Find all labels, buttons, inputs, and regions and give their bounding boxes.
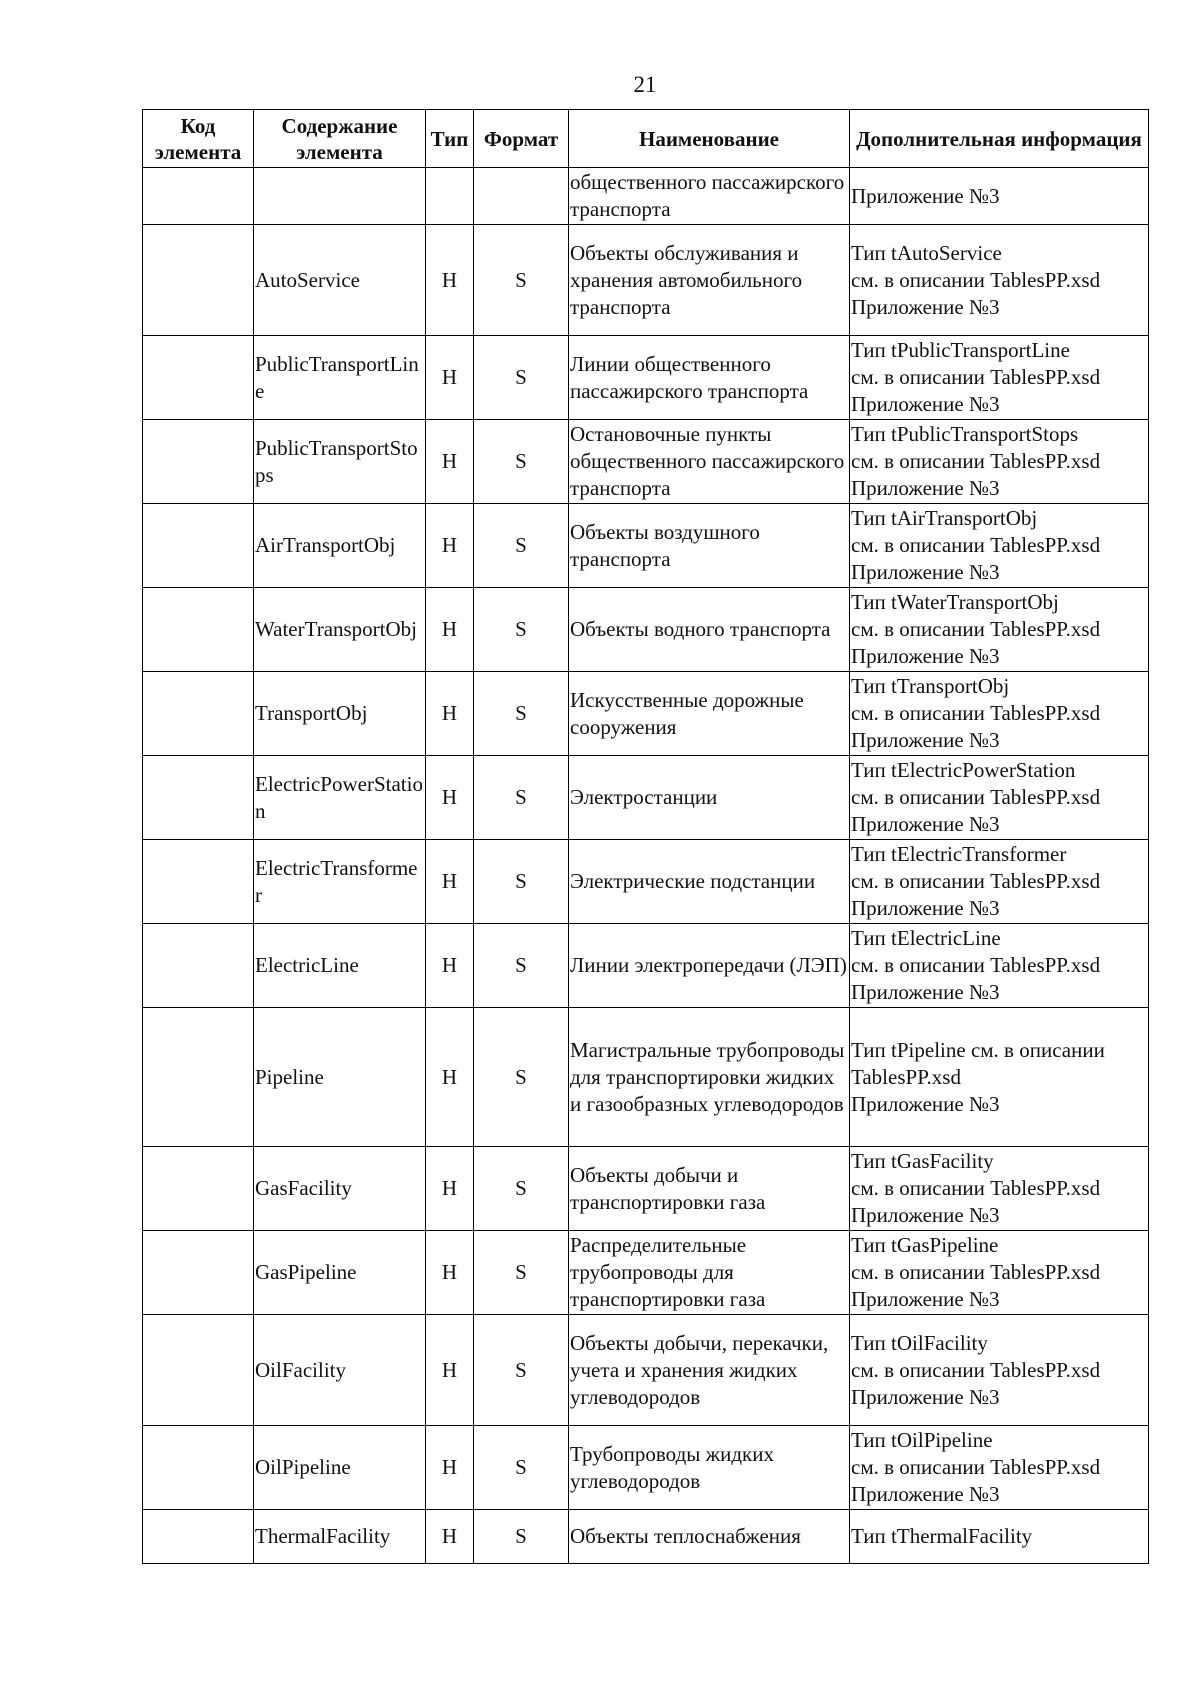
- header-type: Тип: [426, 110, 474, 168]
- element-format: S: [474, 420, 569, 504]
- element-name: Электрические подстанции: [569, 840, 850, 924]
- element-type: Н: [426, 336, 474, 420]
- table-header-row: [143, 110, 1149, 168]
- element-info: Тип tGasFacility см. в описании TablesPP.xsd Приложение №3: [850, 1147, 1149, 1231]
- element-code: [143, 1426, 254, 1510]
- element-content: ElectricPowerStation: [254, 756, 426, 840]
- element-format: S: [474, 1231, 569, 1315]
- element-content: ThermalFacility: [254, 1510, 426, 1564]
- element-name: Искусственные дорожные сооружения: [569, 672, 850, 756]
- table-row: [143, 225, 1149, 336]
- table-row: [143, 1426, 1149, 1510]
- element-type: Н: [426, 756, 474, 840]
- element-name: Линии электропередачи (ЛЭП): [569, 924, 850, 1008]
- element-info: Приложение №3: [850, 168, 1149, 225]
- element-format: S: [474, 1426, 569, 1510]
- element-content: AutoService: [254, 225, 426, 336]
- element-format: [474, 168, 569, 225]
- element-name: Объекты добычи, перекачки, учета и хранения жидких углеводородов: [569, 1315, 850, 1426]
- table-row: [143, 1008, 1149, 1147]
- table-row: [143, 924, 1149, 1008]
- element-content: Pipeline: [254, 1008, 426, 1147]
- element-content: OilPipeline: [254, 1426, 426, 1510]
- element-code: [143, 588, 254, 672]
- element-format: S: [474, 336, 569, 420]
- element-format: S: [474, 588, 569, 672]
- element-type: Н: [426, 420, 474, 504]
- element-content: TransportObj: [254, 672, 426, 756]
- element-type: [426, 168, 474, 225]
- element-name: Остановочные пункты общественного пассажирского транспорта: [569, 420, 850, 504]
- element-format: S: [474, 1147, 569, 1231]
- element-name: Объекты воздушного транспорта: [569, 504, 850, 588]
- element-format: S: [474, 924, 569, 1008]
- element-content: PublicTransportLine: [254, 336, 426, 420]
- element-type: Н: [426, 225, 474, 336]
- element-content: AirTransportObj: [254, 504, 426, 588]
- element-info: Тип tElectricTransformer см. в описании TablesPP.xsd Приложение №3: [850, 840, 1149, 924]
- element-format: S: [474, 1008, 569, 1147]
- element-code: [143, 1231, 254, 1315]
- table-row: [143, 168, 1149, 225]
- element-type: Н: [426, 504, 474, 588]
- table-row: [143, 420, 1149, 504]
- data-table: [142, 109, 1149, 1564]
- header-element: Содержание элемента: [254, 110, 426, 168]
- element-type: Н: [426, 1315, 474, 1426]
- element-name: Объекты водного транспорта: [569, 588, 850, 672]
- element-code: [143, 168, 254, 225]
- element-code: [143, 840, 254, 924]
- table-row: [143, 1315, 1149, 1426]
- element-name: общественного пассажирского транспорта: [569, 168, 850, 225]
- element-info: Тип tPublicTransportStops см. в описании TablesPP.xsd Приложение №3: [850, 420, 1149, 504]
- element-format: S: [474, 756, 569, 840]
- element-type: Н: [426, 1426, 474, 1510]
- element-name: Линии общественного пассажирского транспорта: [569, 336, 850, 420]
- element-type: Н: [426, 1231, 474, 1315]
- element-format: S: [474, 672, 569, 756]
- element-content: WaterTransportObj: [254, 588, 426, 672]
- element-name: Распределительные трубопроводы для транспортировки газа: [569, 1231, 850, 1315]
- element-format: S: [474, 1510, 569, 1564]
- element-code: [143, 1008, 254, 1147]
- header-name: Наименование: [569, 110, 850, 168]
- element-type: Н: [426, 840, 474, 924]
- page-number: 21: [633, 72, 657, 97]
- element-info: Тип tOilPipeline см. в описании TablesPP.xsd Приложение №3: [850, 1426, 1149, 1510]
- element-info: Тип tAirTransportObj см. в описании TablesPP.xsd Приложение №3: [850, 504, 1149, 588]
- element-content: OilFacility: [254, 1315, 426, 1426]
- table-row: [143, 1147, 1149, 1231]
- element-info: Тип tThermalFacility: [850, 1510, 1149, 1564]
- element-type: Н: [426, 1008, 474, 1147]
- element-code: [143, 756, 254, 840]
- table-row: [143, 756, 1149, 840]
- element-type: Н: [426, 588, 474, 672]
- element-name: Объекты обслуживания и хранения автомобильного транспорта: [569, 225, 850, 336]
- header-format: Формат: [474, 110, 569, 168]
- element-format: S: [474, 504, 569, 588]
- element-name: Объекты теплоснабжения: [569, 1510, 850, 1564]
- element-code: [143, 225, 254, 336]
- table-row: [143, 1231, 1149, 1315]
- element-code: [143, 504, 254, 588]
- element-info: Тип tPublicTransportLine см. в описании TablesPP.xsd Приложение №3: [850, 336, 1149, 420]
- element-type: Н: [426, 924, 474, 1008]
- element-content: ElectricLine: [254, 924, 426, 1008]
- element-code: [143, 1315, 254, 1426]
- element-code: [143, 924, 254, 1008]
- element-type: Н: [426, 672, 474, 756]
- table-row: [143, 1510, 1149, 1564]
- element-name: Трубопроводы жидких углеводородов: [569, 1426, 850, 1510]
- table-row: [143, 504, 1149, 588]
- element-content: GasPipeline: [254, 1231, 426, 1315]
- header-info: Дополнительная информация: [850, 110, 1149, 168]
- element-info: Тип tWaterTransportObj см. в описании TablesPP.xsd Приложение №3: [850, 588, 1149, 672]
- table-row: [143, 840, 1149, 924]
- element-code: [143, 1147, 254, 1231]
- element-code: [143, 1510, 254, 1564]
- element-content: [254, 168, 426, 225]
- element-code: [143, 672, 254, 756]
- element-format: S: [474, 840, 569, 924]
- element-code: [143, 336, 254, 420]
- element-content: GasFacility: [254, 1147, 426, 1231]
- element-info: Тип tPipeline см. в описании TablesPP.xsd Приложение №3: [850, 1008, 1149, 1147]
- element-content: PublicTransportStops: [254, 420, 426, 504]
- header-code: Код элемента: [143, 110, 254, 168]
- element-info: Тип tElectricPowerStation см. в описании TablesPP.xsd Приложение №3: [850, 756, 1149, 840]
- element-info: Тип tGasPipeline см. в описании TablesPP.xsd Приложение №3: [850, 1231, 1149, 1315]
- element-format: S: [474, 225, 569, 336]
- table-row: [143, 672, 1149, 756]
- element-name: Электростанции: [569, 756, 850, 840]
- element-name: Объекты добычи и транспортировки газа: [569, 1147, 850, 1231]
- element-code: [143, 420, 254, 504]
- table-row: [143, 588, 1149, 672]
- element-content: ElectricTransformer: [254, 840, 426, 924]
- element-name: Магистральные трубопроводы для транспортировки жидких и газообразных углеводородов: [569, 1008, 850, 1147]
- element-info: Тип tAutoService см. в описании TablesPP.xsd Приложение №3: [850, 225, 1149, 336]
- element-info: Тип tElectricLine см. в описании TablesPP.xsd Приложение №3: [850, 924, 1149, 1008]
- element-info: Тип tOilFacility см. в описании TablesPP.xsd Приложение №3: [850, 1315, 1149, 1426]
- element-info: Тип tTransportObj см. в описании TablesPP.xsd Приложение №3: [850, 672, 1149, 756]
- table-row: [143, 336, 1149, 420]
- element-format: S: [474, 1315, 569, 1426]
- element-type: Н: [426, 1147, 474, 1231]
- element-type: Н: [426, 1510, 474, 1564]
